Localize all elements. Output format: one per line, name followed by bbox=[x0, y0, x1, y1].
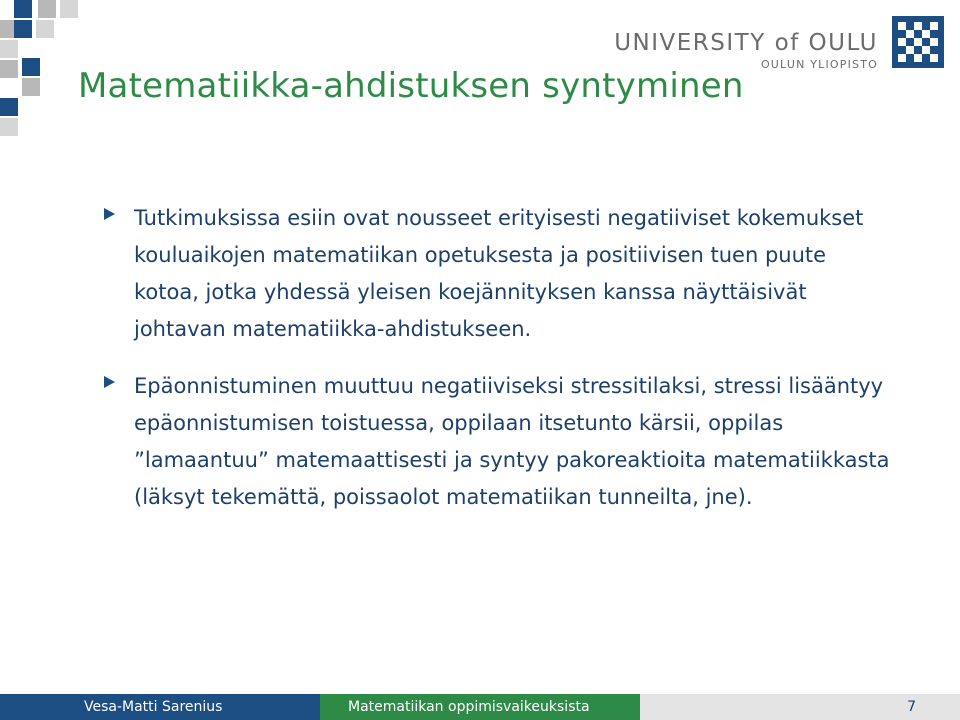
logo-subtitle: OULUN YLIOPISTO bbox=[760, 58, 878, 71]
footer-author: Vesa-Matti Sarenius bbox=[0, 694, 320, 720]
university-logo-text bbox=[614, 30, 878, 71]
deco-square bbox=[22, 58, 40, 76]
bullet-item bbox=[104, 368, 894, 516]
deco-square bbox=[38, 0, 56, 18]
university-emblem-icon bbox=[892, 16, 944, 68]
deco-square bbox=[0, 118, 18, 136]
slide-title: Matematiikka-ahdistuksen syntyminen bbox=[78, 66, 744, 106]
deco-square bbox=[0, 40, 18, 58]
slide-footer bbox=[0, 694, 960, 720]
bullet-text: Tutkimuksissa esiin ovat nousseet erityisesti negatiiviset kokemukset kouluaikojen matematiikan opetuksesta ja positiivisen tuen puute kotoa, jotka yhdessä yleisen koejännityksen kanssa näyttäisivät johtavan matematiikka-ahdistukseen. bbox=[134, 206, 864, 341]
footer-presentation-title: Matematiikan oppimisvaikeuksista bbox=[320, 694, 640, 720]
footer-page-number: 7 bbox=[640, 694, 960, 720]
deco-square bbox=[60, 0, 78, 18]
deco-square bbox=[0, 98, 18, 116]
deco-square bbox=[36, 20, 54, 38]
slide-content bbox=[104, 200, 894, 536]
bullet-item bbox=[104, 200, 894, 348]
deco-square bbox=[22, 78, 40, 96]
deco-square bbox=[14, 0, 32, 18]
deco-square bbox=[14, 20, 32, 38]
logo-name: UNIVERSITY of OULU bbox=[614, 30, 878, 56]
deco-square bbox=[0, 60, 18, 78]
triangle-bullet-icon bbox=[104, 208, 115, 220]
bullet-text: Epäonnistuminen muuttuu negatiiviseksi stressitilaksi, stressi lisääntyy epäonnistumisen toistuessa, oppilaan itsetunto kärsii, oppilas ”lamaantuu” matemaattisesti ja syntyy pakoreaktioita matematiikkasta (läksyt tekemättä, poissaolot matematiikan tunneilta, jne). bbox=[134, 374, 890, 509]
triangle-bullet-icon bbox=[104, 376, 115, 388]
